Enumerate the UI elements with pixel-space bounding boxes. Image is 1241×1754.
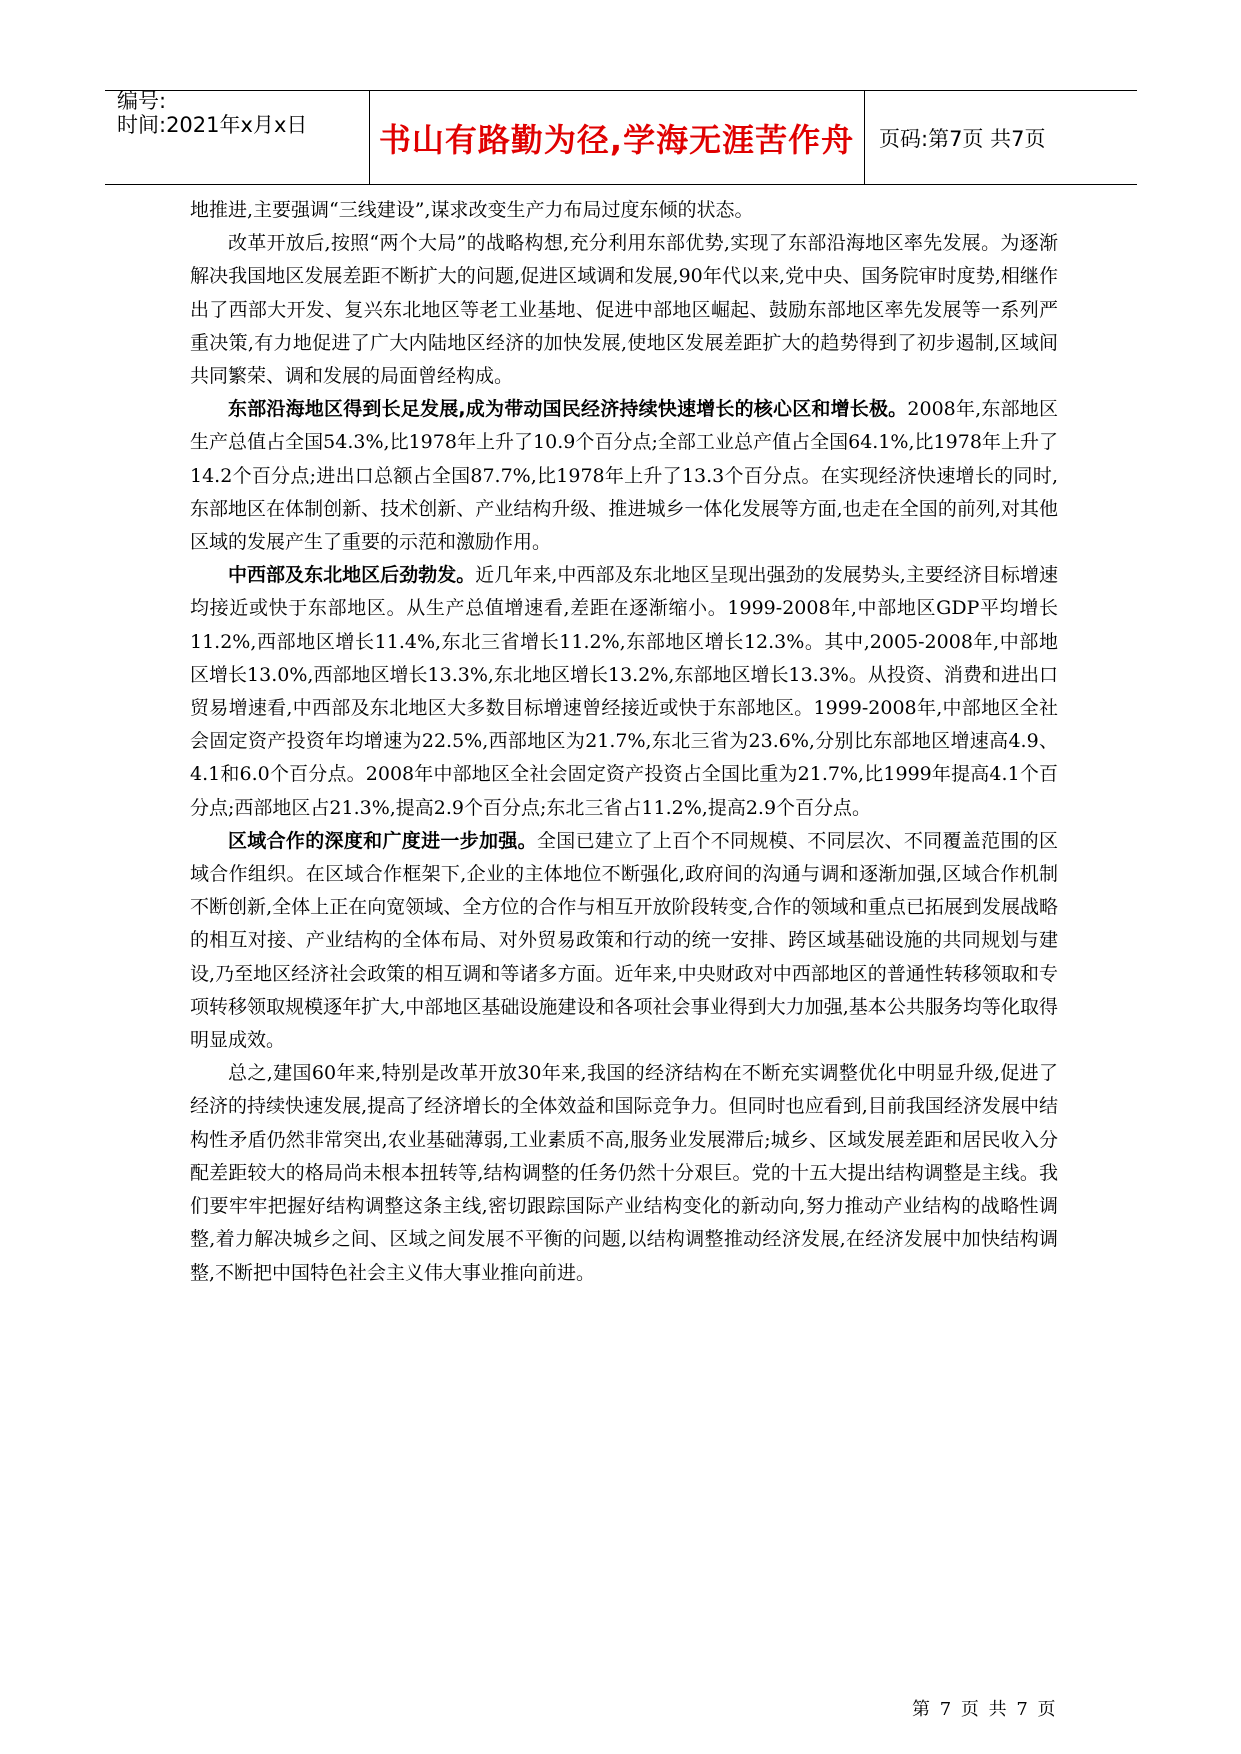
header-left-cell [105,91,370,184]
paragraph: 地推进,主要强调“三线建设”,谋求改变生产力布局过度东倾的状态。 [190,199,754,221]
paragraph: 区域合作的深度和广度进一步加强。全国已建立了上百个不同规模、不同层次、不同覆盖范围的区域合作组织。在区域合作框架下,企业的主体地位不断强化,政府间的沟通与调和逐渐加强,区域合作机制不断创新,全体上正在向宽领域、全方位的合作与相互开放阶段转变,合作的领域和重点已拓展到发展战略的相互对接、产业结构的全体布局、对外贸易政策和行动的统一安排、跨区域基础设施的共同规划与建设,乃至地区经济社会政策的相互调和等诸多方面。近年来,中央财政对中西部地区的普通性转移领取和专项转移领取规模逐年扩大,中部地区基础设施建设和各项社会事业得到大力加强,基本公共服务均等化取得明显成效。 [190,829,1058,1052]
paragraph: 改革开放后,按照“两个大局”的战略构想,充分利用东部优势,实现了东部沿海地区率先发展。为逐渐解决我国地区发展差距不断扩大的问题,促进区域调和发展,90年代以来,党中央、国务院审时度势,相继作出了西部大开发、复兴东北地区等老工业基地、促进中部地区崛起、鼓励东部地区率先发展等一系列严重决策,有力地促进了广大内陆地区经济的加快发展,使地区发展差距扩大的趋势得到了初步遏制,区域间共同繁荣、调和发展的局面曾经构成。 [190,232,1058,388]
paragraph-heading: 区域合作的深度和广度进一步加强。 [228,829,537,852]
document-body [190,194,1058,1290]
paragraph: 东部沿海地区得到长足发展,成为带动国民经济持续快速增长的核心区和增长极。2008年,东部地区生产总值占全国54.3%,比1978年上升了10.9个百分点;全部工业总产值占全国64.1%,比1978年上升了14.2个百分点;进出口总额占全国87.7%,比1978年上升了13.3个百分点。在实现经济快速增长的同时,东部地区在体制创新、技术创新、产业结构升级、推进城乡一体化发展等方面,也走在全国的前列,对其他区域的发展产生了重要的示范和激励作用。 [190,398,1058,554]
paragraph: 中西部及东北地区后劲勃发。近几年来,中西部及东北地区呈现出强劲的发展势头,主要经济目标增速均接近或快于东部地区。从生产总值增速看,差距在逐渐缩小。1999-2008年,中部地区GDP平均增长11.2%,西部地区增长11.4%,东北三省增长11.2%,东部地区增长12.3%。其中,2005-2008年,中部地区增长13.0%,西部地区增长13.3%,东北地区增长13.2%,东部地区增长13.3%。从投资、消费和进出口贸易增速看,中西部及东北地区大多数目标增速曾经接近或快于东部地区。1999-2008年,中部地区全社会固定资产投资年均增速为22.5%,西部地区为21.7%,东北三省为23.6%,分别比东部地区增速高4.9、4.1和6.0个百分点。2008年中部地区全社会固定资产投资占全国比重为21.7%,比1999年提高4.1个百分点;西部地区占21.3%,提高2.9个百分点;东北三省占11.2%,提高2.9个百分点。 [190,564,1058,819]
page-footer: 第 7 页 共 7 页 [912,1699,1058,1720]
paragraph-heading: 东部沿海地区得到长足发展,成为带动国民经济持续快速增长的核心区和增长极。 [228,398,908,421]
paragraph: 总之,建国60年来,特别是改革开放30年来,我国的经济结构在不断充实调整优化中明显升级,促进了经济的持续快速发展,提高了经济增长的全体效益和国际竞争力。但同时也应看到,目前我国经济发展中结构性矛盾仍然非常突出,农业基础薄弱,工业素质不高,服务业发展滞后;城乡、区域发展差距和居民收入分配差距较大的格局尚未根本扭转等,结构调整的任务仍然十分艰巨。党的十五大提出结构调整是主线。我们要牢牢把握好结构调整这条主线,密切跟踪国际产业结构变化的新动向,努力推动产业结构的战略性调整,着力解决城乡之间、区域之间发展不平衡的问题,以结构调整推动经济发展,在经济发展中加快结构调整,不断把中国特色社会主义伟大事业推向前进。 [190,1062,1058,1284]
document-time-label: 时间:2021年x月x日 [117,113,308,137]
document-number-label: 编号: [117,89,167,113]
header-page-code: 页码:第7页 共7页 [879,126,1046,151]
paragraph-heading: 中西部及东北地区后劲勃发。 [228,564,476,587]
page-header [105,90,1137,185]
header-right-cell [864,91,1137,184]
header-motto: 书山有路勤为径,学海无涯苦作舟 [378,120,855,159]
header-motto-cell [369,91,865,184]
